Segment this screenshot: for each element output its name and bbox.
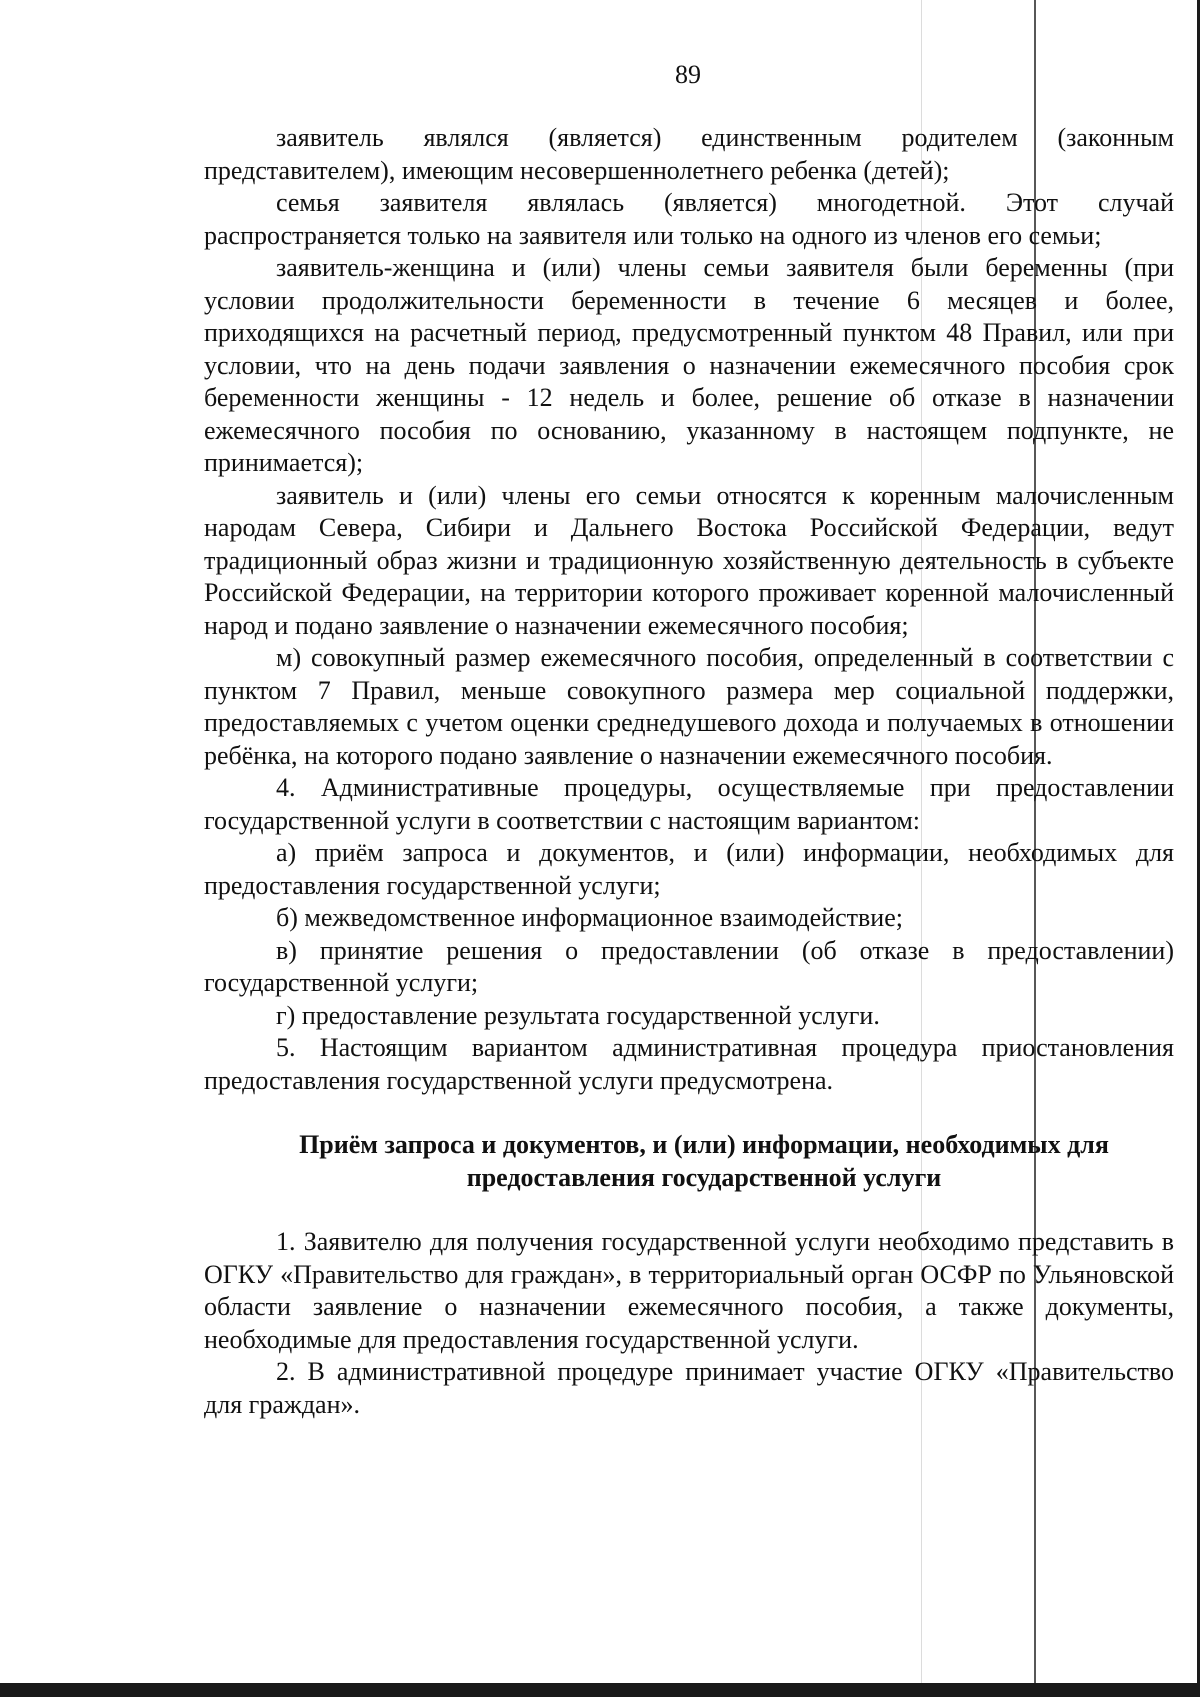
paragraph: семья заявителя являлась (является) многодетной. Этот случай распространяется только на заявителя или только на одного из членов его семьи;: [204, 188, 1174, 250]
paragraph: 4. Административные процедуры, осуществляемые при предоставлении государственной услуги в соответствии с настоящим вариантом:: [204, 773, 1174, 835]
document-body: [204, 122, 1174, 1421]
paragraph: 5. Настоящим вариантом административная процедура приостановления предоставления государственной услуги предусмотрена.: [204, 1033, 1174, 1095]
paragraph: б) межведомственное информационное взаимодействие;: [276, 903, 903, 932]
paragraph: м) совокупный размер ежемесячного пособия, определенный в соответствии с пунктом 7 Правил, меньше совокупного размера мер социальной поддержки, предоставляемых с учетом оценки среднедушевого дохода и получаемых в отношении ребёнка, на которого подано заявление о назначении ежемесячного пособия.: [204, 643, 1174, 770]
spacer: [204, 1194, 1174, 1226]
paragraph: заявитель являлся (является) единственным родителем (законным представителем), имеющим несовершеннолетнего ребенка (детей);: [204, 123, 1174, 185]
paragraph: заявитель и (или) члены его семьи относятся к коренным малочисленным народам Севера, Сибири и Дальнего Востока Российской Федерации, ведут традиционный образ жизни и традиционную хозяйственную деятельность в субъекте Российской Федерации, на территории которого проживает коренной малочисленный народ и подано заявление о назначении ежемесячного пособия;: [204, 480, 1174, 640]
paragraph: в) принятие решения о предоставлении (об отказе в предоставлении) государственной услуги;: [204, 935, 1174, 997]
paragraph: заявитель-женщина и (или) члены семьи заявителя были беременны (при условии продолжительности беременности в течение 6 месяцев и более, приходящихся на расчетный период, предусмотренный пунктом 48 Правил, или при условии, что на день подачи заявления о назначении ежемесячного пособия срок беременности женщины - 12 недель и более, решение об отказе в назначении ежемесячного пособия по основанию, указанному в настоящем подпункте, не принимается);: [204, 253, 1174, 477]
section-heading-line: предоставления государственной услуги: [466, 1162, 942, 1192]
paragraph: г) предоставление результата государственной услуги.: [276, 1000, 880, 1030]
page-number: 89: [675, 60, 701, 89]
section-heading: [204, 1129, 1174, 1194]
paragraph: 1. Заявителю для получения государственной услуги необходимо представить в ОГКУ «Правительство для граждан», в территориальный орган ОСФР по Ульяновской области заявление о назначении ежемесячного пособия, а также документы, необходимые для предоставления государственной услуги.: [204, 1227, 1174, 1354]
spacer: [204, 1097, 1174, 1129]
paragraph: 2. В административной процедуре принимает участие ОГКУ «Правительство для граждан».: [204, 1357, 1174, 1419]
paragraph: а) приём запроса и документов, и (или) информации, необходимых для предоставления государственной услуги;: [204, 838, 1174, 900]
section-heading-line: Приём запроса и документов, и (или) информации, необходимых для: [299, 1130, 1109, 1159]
scan-border-bottom: [0, 1683, 1200, 1697]
